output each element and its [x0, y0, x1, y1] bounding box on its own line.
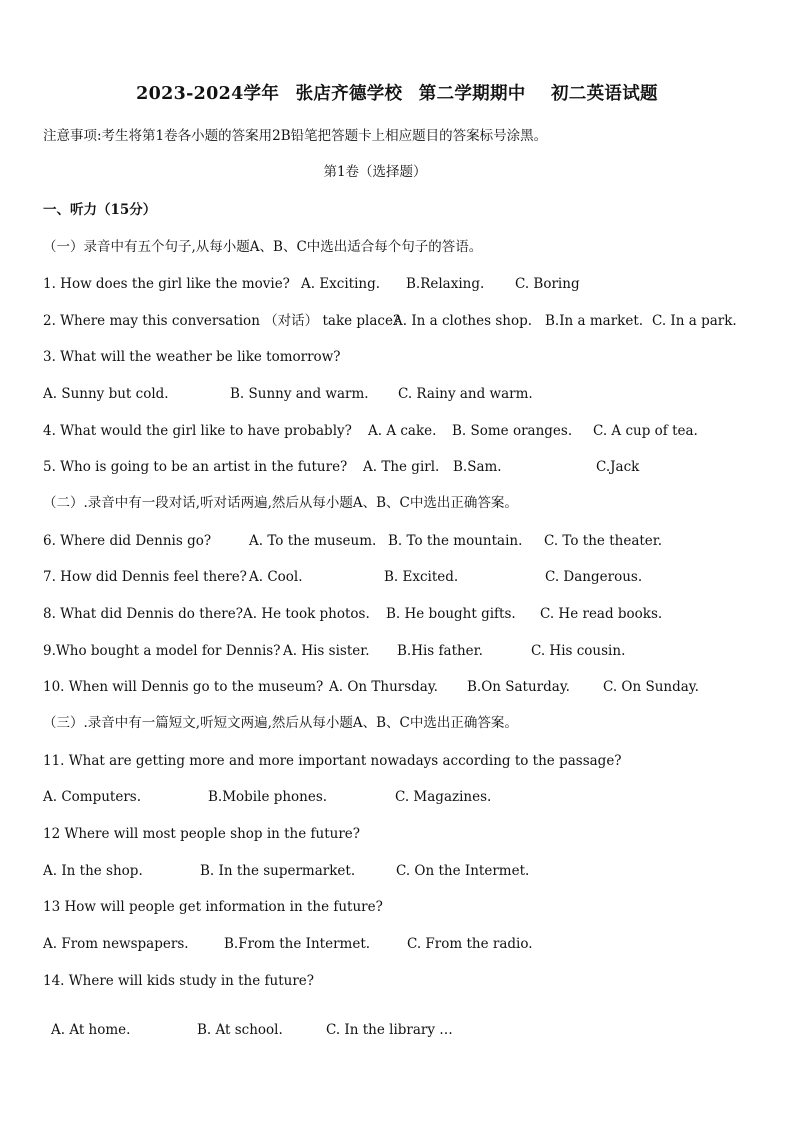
option-c: C. Magazines.: [395, 789, 492, 805]
question-1: [43, 275, 580, 293]
option-b: B.In a market.: [545, 313, 644, 329]
question-12: 12 Where will most people shop in the future?: [43, 826, 361, 842]
title-subject: 初二英语试题: [551, 84, 658, 104]
option-c: C. His cousin.: [531, 643, 626, 659]
part-title: 第1卷（选择题）: [323, 164, 427, 180]
question-8: [43, 605, 663, 623]
question-text: 8. What did Dennis do there?: [43, 606, 243, 622]
question-11-options: [43, 788, 492, 806]
option-a: A. Computers.: [43, 789, 142, 805]
question-text: 2. Where may this conversation （对话） take place?: [43, 313, 401, 329]
option-a: A. In a clothes shop.: [393, 313, 533, 329]
sub2-instruction: （二）.录音中有一段对话,听对话两遍,然后从每小题A、B、C中选出正确答案。: [43, 495, 518, 511]
title-term: 第二学期期中: [418, 84, 526, 104]
option-a: A. Sunny but cold.: [43, 386, 169, 402]
question-3-options: [43, 385, 533, 403]
option-b: B. Excited.: [384, 569, 459, 585]
question-text: 9.Who bought a model for Dennis?: [43, 643, 281, 659]
question-text: 6. Where did Dennis go?: [43, 533, 212, 549]
question-2: [43, 312, 737, 330]
title-school: 张店齐德学校: [295, 84, 403, 104]
option-b: B. To the mountain.: [388, 533, 523, 549]
option-b: B.Mobile phones.: [208, 789, 328, 805]
question-9: [43, 642, 626, 660]
option-b: B. He bought gifts.: [386, 606, 516, 622]
question-3: 3. What will the weather be like tomorrow?: [43, 349, 341, 365]
option-a: A. Exciting.: [301, 276, 381, 292]
question-12-options: [43, 862, 530, 880]
sub3-instruction: （三）.录音中有一篇短文,听短文两遍,然后从每小题A、B、C中选出正确答案。: [43, 715, 518, 731]
question-13: 13 How will people get information in the future?: [43, 899, 383, 915]
option-c: C. On the Intermet.: [396, 863, 530, 879]
option-a: A. In the shop.: [43, 863, 143, 879]
section-heading: 一、听力（15分）: [43, 202, 157, 218]
page-title: [0, 80, 794, 105]
question-text: 4. What would the girl like to have probably?: [43, 423, 352, 439]
question-5: [43, 458, 640, 476]
question-text: 7. How did Dennis feel there?: [43, 569, 247, 585]
question-4: [43, 422, 698, 440]
option-b: B.From the Intermet.: [224, 936, 371, 952]
question-7: [43, 568, 643, 586]
option-a: A. A cake.: [368, 423, 437, 439]
option-a: A. His sister.: [283, 643, 370, 659]
option-a: A. From newspapers.: [43, 936, 189, 952]
notice-text: 注意事项:考生将第1卷各小题的答案用2B铅笔把答题卡上相应题目的答案标号涂黑。: [43, 128, 548, 144]
option-b: B. In the supermarket.: [200, 863, 356, 879]
option-c: C. Dangerous.: [545, 569, 643, 585]
option-b: B. Some oranges.: [452, 423, 573, 439]
option-a: A. The girl.: [363, 459, 440, 475]
question-text: 5. Who is going to be an artist in the future?: [43, 459, 348, 475]
option-b: B.His father.: [397, 643, 483, 659]
question-14: 14. Where will kids study in the future?: [43, 973, 315, 989]
question-text: 1. How does the girl like the movie?: [43, 276, 290, 292]
sub1-instruction: （一）录音中有五个句子,从每小题A、B、C中选出适合每个句子的答语。: [43, 239, 483, 255]
question-13-options: [43, 935, 533, 953]
option-a: A. At home.: [51, 1022, 131, 1038]
question-text: 10. When will Dennis go to the museum?: [43, 679, 324, 695]
option-c: C. To the theater.: [544, 533, 663, 549]
option-b: B.Relaxing.: [406, 276, 485, 292]
question-10: [43, 678, 699, 696]
question-6: [43, 532, 663, 550]
option-a: A. On Thursday.: [329, 679, 438, 695]
option-c: C. Rainy and warm.: [398, 386, 533, 402]
option-c: C. In a park.: [652, 313, 737, 329]
option-b: B.Sam.: [453, 459, 502, 475]
question-14-options: [51, 1021, 453, 1039]
option-c: C. Boring: [515, 276, 580, 292]
option-a: A. To the museum.: [249, 533, 377, 549]
option-c: C. On Sunday.: [603, 679, 699, 695]
title-year: 2023-2024学年: [136, 84, 280, 104]
option-c: C. From the radio.: [407, 936, 533, 952]
option-b: B. At school.: [197, 1022, 283, 1038]
option-a: A. Cool.: [249, 569, 303, 585]
option-a: A. He took photos.: [243, 606, 370, 622]
option-c: C.Jack: [596, 459, 640, 475]
option-c: C. In the library …: [326, 1022, 453, 1038]
option-b: B.On Saturday.: [467, 679, 570, 695]
option-b: B. Sunny and warm.: [230, 386, 369, 402]
option-c: C. A cup of tea.: [593, 423, 698, 439]
question-11: 11. What are getting more and more important nowadays according to the passage?: [43, 753, 622, 769]
option-c: C. He read books.: [540, 606, 663, 622]
